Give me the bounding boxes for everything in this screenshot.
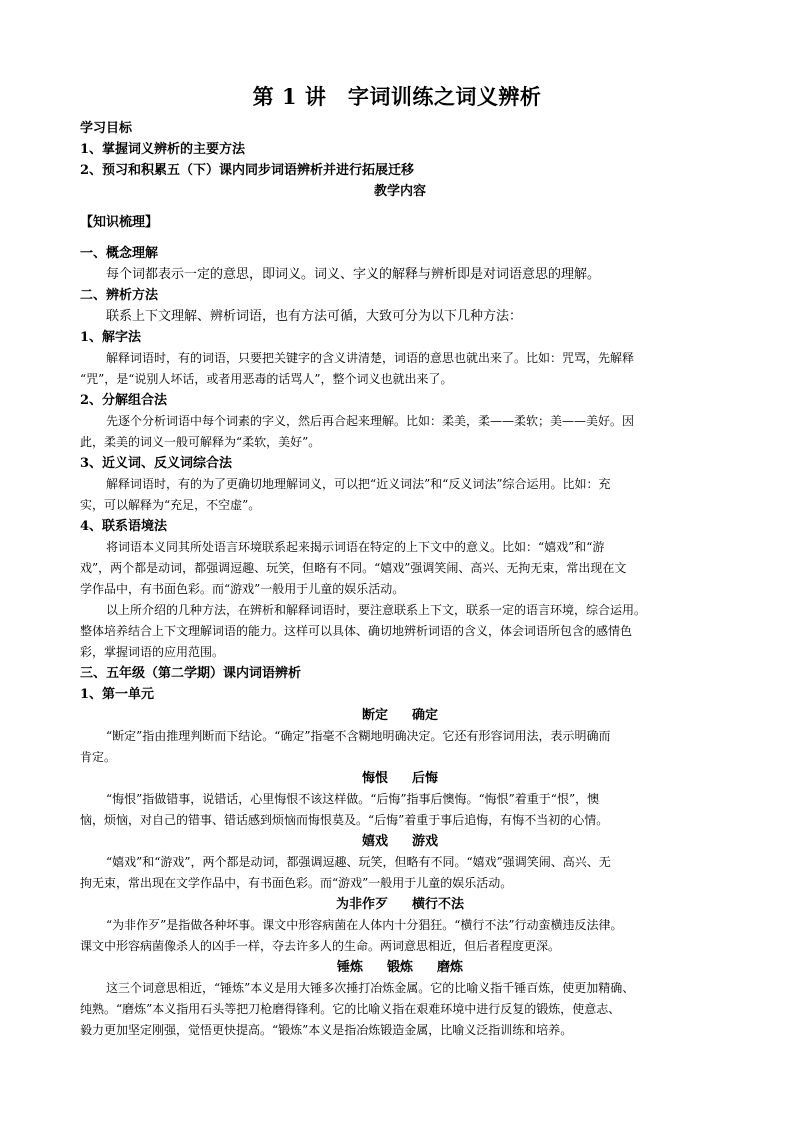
word: 磨炼 — [437, 960, 464, 975]
method-heading: 3、近义词、反义词综合法 — [80, 456, 233, 471]
objective-item: 2、预习和积累五（下）课内同步词语辨析并进行拓展迁移 — [80, 163, 415, 178]
word: 锤炼 — [336, 960, 363, 975]
pair-line: 毅力更加坚定刚强，觉悟更快提高。“锻炼”本义是指冶炼锻造金属，比喻义泛指训练和培养。 — [80, 1023, 573, 1037]
word: 确定 — [412, 708, 439, 723]
word: 锻炼 — [386, 960, 413, 975]
knowledge-heading: 【知识梳理】 — [80, 215, 159, 230]
section2-heading: 二、辨析方法 — [80, 288, 159, 303]
method-line: 解释词语时，有的为了更确切地理解词义，可以把“近义词法”和“反义词法”综合运用。比如：充 — [106, 477, 611, 491]
summary-line: 以上所介绍的几种方法，在辨析和解释词语时，要注意联系上下文，联系一定的语言环境，综合运用。 — [106, 603, 647, 617]
word-pair-heading — [80, 831, 720, 852]
pair-line: 肯定。 — [80, 750, 117, 764]
word-pair-heading — [80, 768, 720, 789]
word: 断定 — [361, 708, 388, 723]
word-pair-heading — [80, 957, 720, 978]
word: 游戏 — [412, 834, 439, 849]
method-line: 先逐个分析词语中每个词素的字义，然后再合起来理解。比如：柔美，柔——柔软；美——美好。因 — [106, 414, 635, 428]
pair-line: 拘无束，常出现在文学作品中，有书面色彩。而“游戏”一般用于儿童的娱乐活动。 — [80, 876, 513, 890]
word: 后悔 — [412, 771, 439, 786]
word-pair-heading — [80, 705, 720, 726]
teaching-content-heading: 教学内容 — [373, 184, 426, 199]
objective-item: 1、掌握词义辨析的主要方法 — [80, 142, 246, 157]
method-heading: 2、分解组合法 — [80, 393, 168, 408]
pair-line: 恼，烦恼，对自己的错事、错话感到烦恼而悔恨莫及。“后悔”着重于事后追悔，有悔不当初的心情。 — [80, 813, 609, 827]
document-body — [80, 118, 720, 1041]
section1-heading: 一、概念理解 — [80, 246, 159, 261]
pair-line: 这三个词意思相近，“锤炼”本义是用大锤多次捶打冶炼金属。它的比喻义指千锤百炼，使更加精确、 — [106, 981, 635, 995]
page-title: 第 1 讲 字词训练之词义辨析 — [252, 84, 542, 109]
method-line: 戏”，两个都是动词，都强调逗趣、玩笑，但略有不同。“嬉戏”强调笑闹、高兴、无拘无束，常出现在文 — [80, 561, 627, 575]
word: 悔恨 — [361, 771, 388, 786]
section1-text: 每个词都表示一定的意思，即词义。词义、字义的解释与辨析即是对词语意思的理解。 — [106, 267, 601, 282]
method-line: 解释词语时，有的词语，只要把关键字的含义讲清楚，词语的意思也就出来了。比如：咒骂，先解释 — [106, 351, 635, 365]
method-heading: 4、联系语境法 — [80, 519, 168, 534]
summary-line: 整体培养结合上下文理解词语的能力。这样可以具体、确切地辨析词语的含义，体会词语所包含的感情色 — [80, 624, 633, 638]
section2-intro: 联系上下文理解、辨析词语，也有方法可循，大致可分为以下几种方法： — [106, 309, 523, 324]
word: 为非作歹 — [335, 897, 388, 912]
word: 嬉戏 — [361, 834, 388, 849]
objectives-heading: 学习目标 — [80, 121, 133, 136]
method-heading: 1、解字法 — [80, 330, 142, 345]
pair-line: “为非作歹”是指做各种坏事。课文中形容病菌在人体内十分猖狂。“横行不法”行动蛮横违反法律。 — [106, 918, 623, 932]
summary-line: 彩，掌握词语的应用范围。 — [80, 645, 225, 659]
method-line: 将词语本义同其所处语言环境联系起来揭示词语在特定的上下文中的意义。比如：“嬉戏”和“游 — [106, 540, 605, 554]
word: 横行不法 — [412, 897, 465, 912]
unit-heading: 1、第一单元 — [80, 687, 155, 702]
section3-heading: 三、五年级（第二学期）课内词语辨析 — [80, 666, 302, 681]
pair-line: 纯熟。“磨炼”本义指用石头等把刀枪磨得锋利。它的比喻义指在艰难环境中进行反复的锻炼，使意志、 — [80, 1002, 621, 1016]
word-pair-heading — [80, 894, 720, 915]
pair-line: “断定”指由推理判断而下结论。“确定”指毫不含糊地明确决定。它还有形容词用法，表示明确而 — [106, 729, 611, 743]
pair-line: 课文中形容病菌像杀人的凶手一样，夺去许多人的生命。两词意思相近，但后者程度更深。 — [80, 939, 561, 953]
method-line: “咒”，是“说别人坏话，或者用恶毒的话骂人”，整个词义也就出来了。 — [80, 372, 453, 386]
pair-line: “悔恨”指做错事，说错话，心里悔恨不该这样做。“后悔”指事后懊悔。“悔恨”着重于“恨”，懊 — [106, 792, 600, 806]
method-line: 学作品中，有书面色彩。而“游戏”一般用于儿童的娱乐活动。 — [80, 582, 405, 596]
method-line: 此，柔美的词义一般可解释为“柔软，美好”。 — [80, 435, 321, 449]
method-line: 实，可以解释为“充足，不空虚”。 — [80, 498, 261, 512]
pair-line: “嬉戏”和“游戏”，两个都是动词，都强调逗趣、玩笑，但略有不同。“嬉戏”强调笑闹、高兴、无 — [106, 855, 611, 869]
